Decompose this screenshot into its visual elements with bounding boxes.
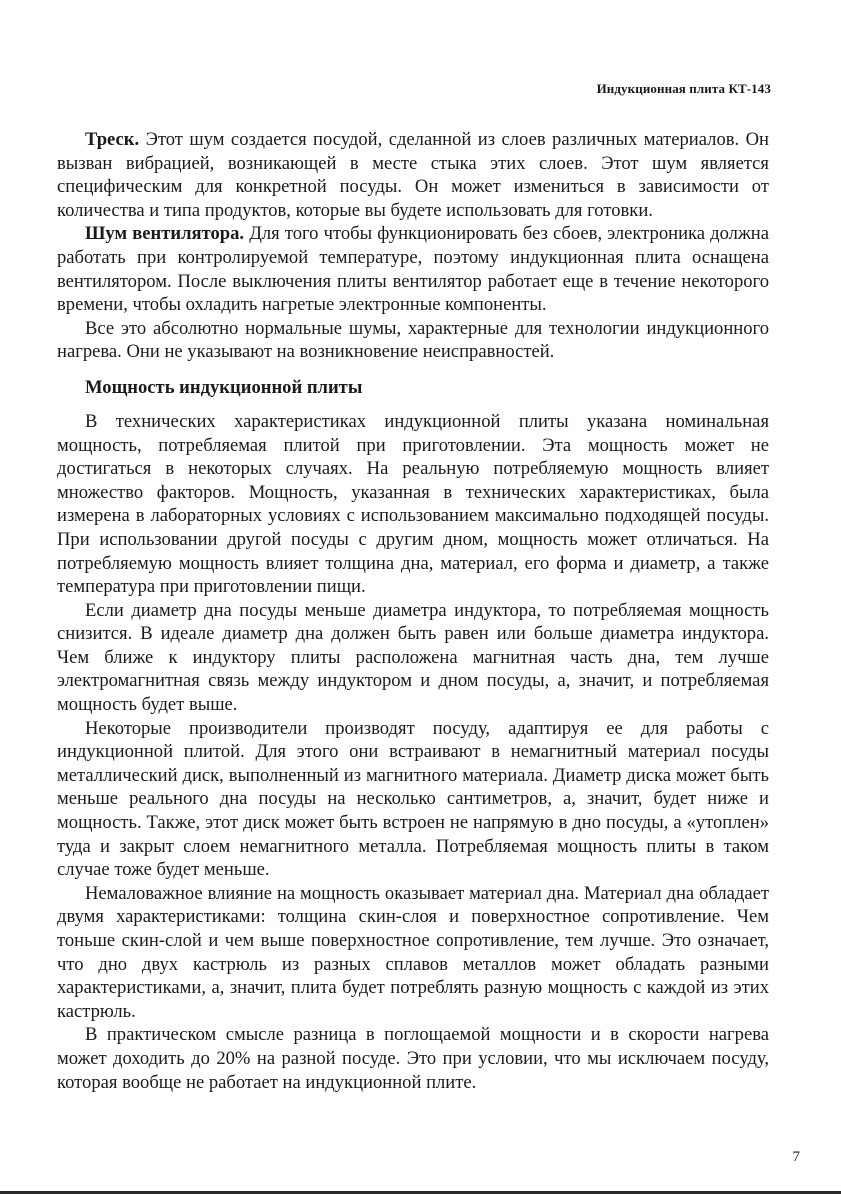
paragraph-text: Этот шум создается посудой, сделанной из слоев различных материалов. Он вызван вибрацией, возникающей в месте стыка этих слоев. Этот шум является специфическим для конкретной посуды. Он может измениться в зависимости от количества и типа продуктов, которые вы будете использовать для готовки. [57, 129, 769, 221]
paragraph-normal-noises: Все это абсолютно нормальные шумы, характерные для технологии индукционного нагрева. Они не указывают на возникновение неисправностей. [57, 317, 769, 363]
page-number: 7 [792, 1149, 800, 1165]
term-fan-noise: Шум вентилятора. [85, 223, 245, 245]
paragraph-practical-difference: В практическом смысле разница в поглощаемой мощности и в скорости нагрева может доходить до 20% на разной посуде. Это при условии, что мы исключаем посуду, которая вообще не работает на индукционной плите. [57, 1024, 769, 1093]
paragraph-bottom-diameter: Если диаметр дна посуды меньше диаметра индуктора, то потребляемая мощность снизится. В идеале диаметр дна должен быть равен или больше диаметра индуктора. Чем ближе к индуктору плиты расположена магнитная часть дна, тем лучше электромагнитная связь между индуктором и дном посуды, а, значит, и потребляемая мощность будет выше. [57, 599, 769, 716]
running-header: Индукционная плита КТ-143 [596, 81, 771, 96]
paragraph-bottom-material: Немаловажное влияние на мощность оказывает материал дна. Материал дна обладает двумя характеристиками: толщина скин-слоя и поверхностное сопротивление. Чем тоньше скин-слой и чем выше поверхностное сопротивление, тем лучше. Это означает, что дно двух кастрюль из разных сплавов металлов может обладать разными характеристиками, а, значит, плита будет потреблять разную мощность с каждой из этих кастрюль. [57, 882, 769, 1022]
paragraph-crackle [57, 128, 769, 222]
paragraph-magnetic-disc: Некоторые производители производят посуду, адаптируя ее для работы с индукционной плитой. Для этого они встраивают в немагнитный материал посуды металлический диск, выполненный из магнитного материала. Диаметр диска может быть меньше реального дна посуды на несколько сантиметров, а, значит, будет ниже и мощность. Также, этот диск может быть встроен не напрямую в дно посуды, а «утоплен» туда и закрыт слоем немагнитного металла. Потребляемая мощность плиты в таком случае тоже будет меньше. [57, 717, 769, 881]
paragraph-fan-noise [57, 222, 769, 316]
page-content [57, 128, 769, 1094]
paragraph-text: Для того чтобы функционировать без сбоев, электроника должна работать при контролируемой температуре, поэтому индукционная плита оснащена вентилятором. После выключения плиты вентилятор работает еще в течение некоторого времени, чтобы охладить нагретые электронные компоненты. [57, 223, 769, 316]
section-heading: Мощность индукционной плиты [85, 376, 363, 398]
term-crackle: Треск. [85, 129, 140, 150]
paragraph-nominal-power: В технических характеристиках индукционной плиты указана номинальная мощность, потребляемая плитой при приготовлении. Эта мощность может не достигаться в некоторых случаях. На реальную потребляемую мощность влияет множество факторов. Мощность, указанная в технических характеристиках, была измерена в лабораторных условиях с использованием максимально подходящей посуды. При использовании другой посуды с другим дном, мощность может отличаться. На потребляемую мощность влияет толщина дна, материал, его форма и диаметр, а также температура при приготовлении пищи. [57, 410, 769, 598]
